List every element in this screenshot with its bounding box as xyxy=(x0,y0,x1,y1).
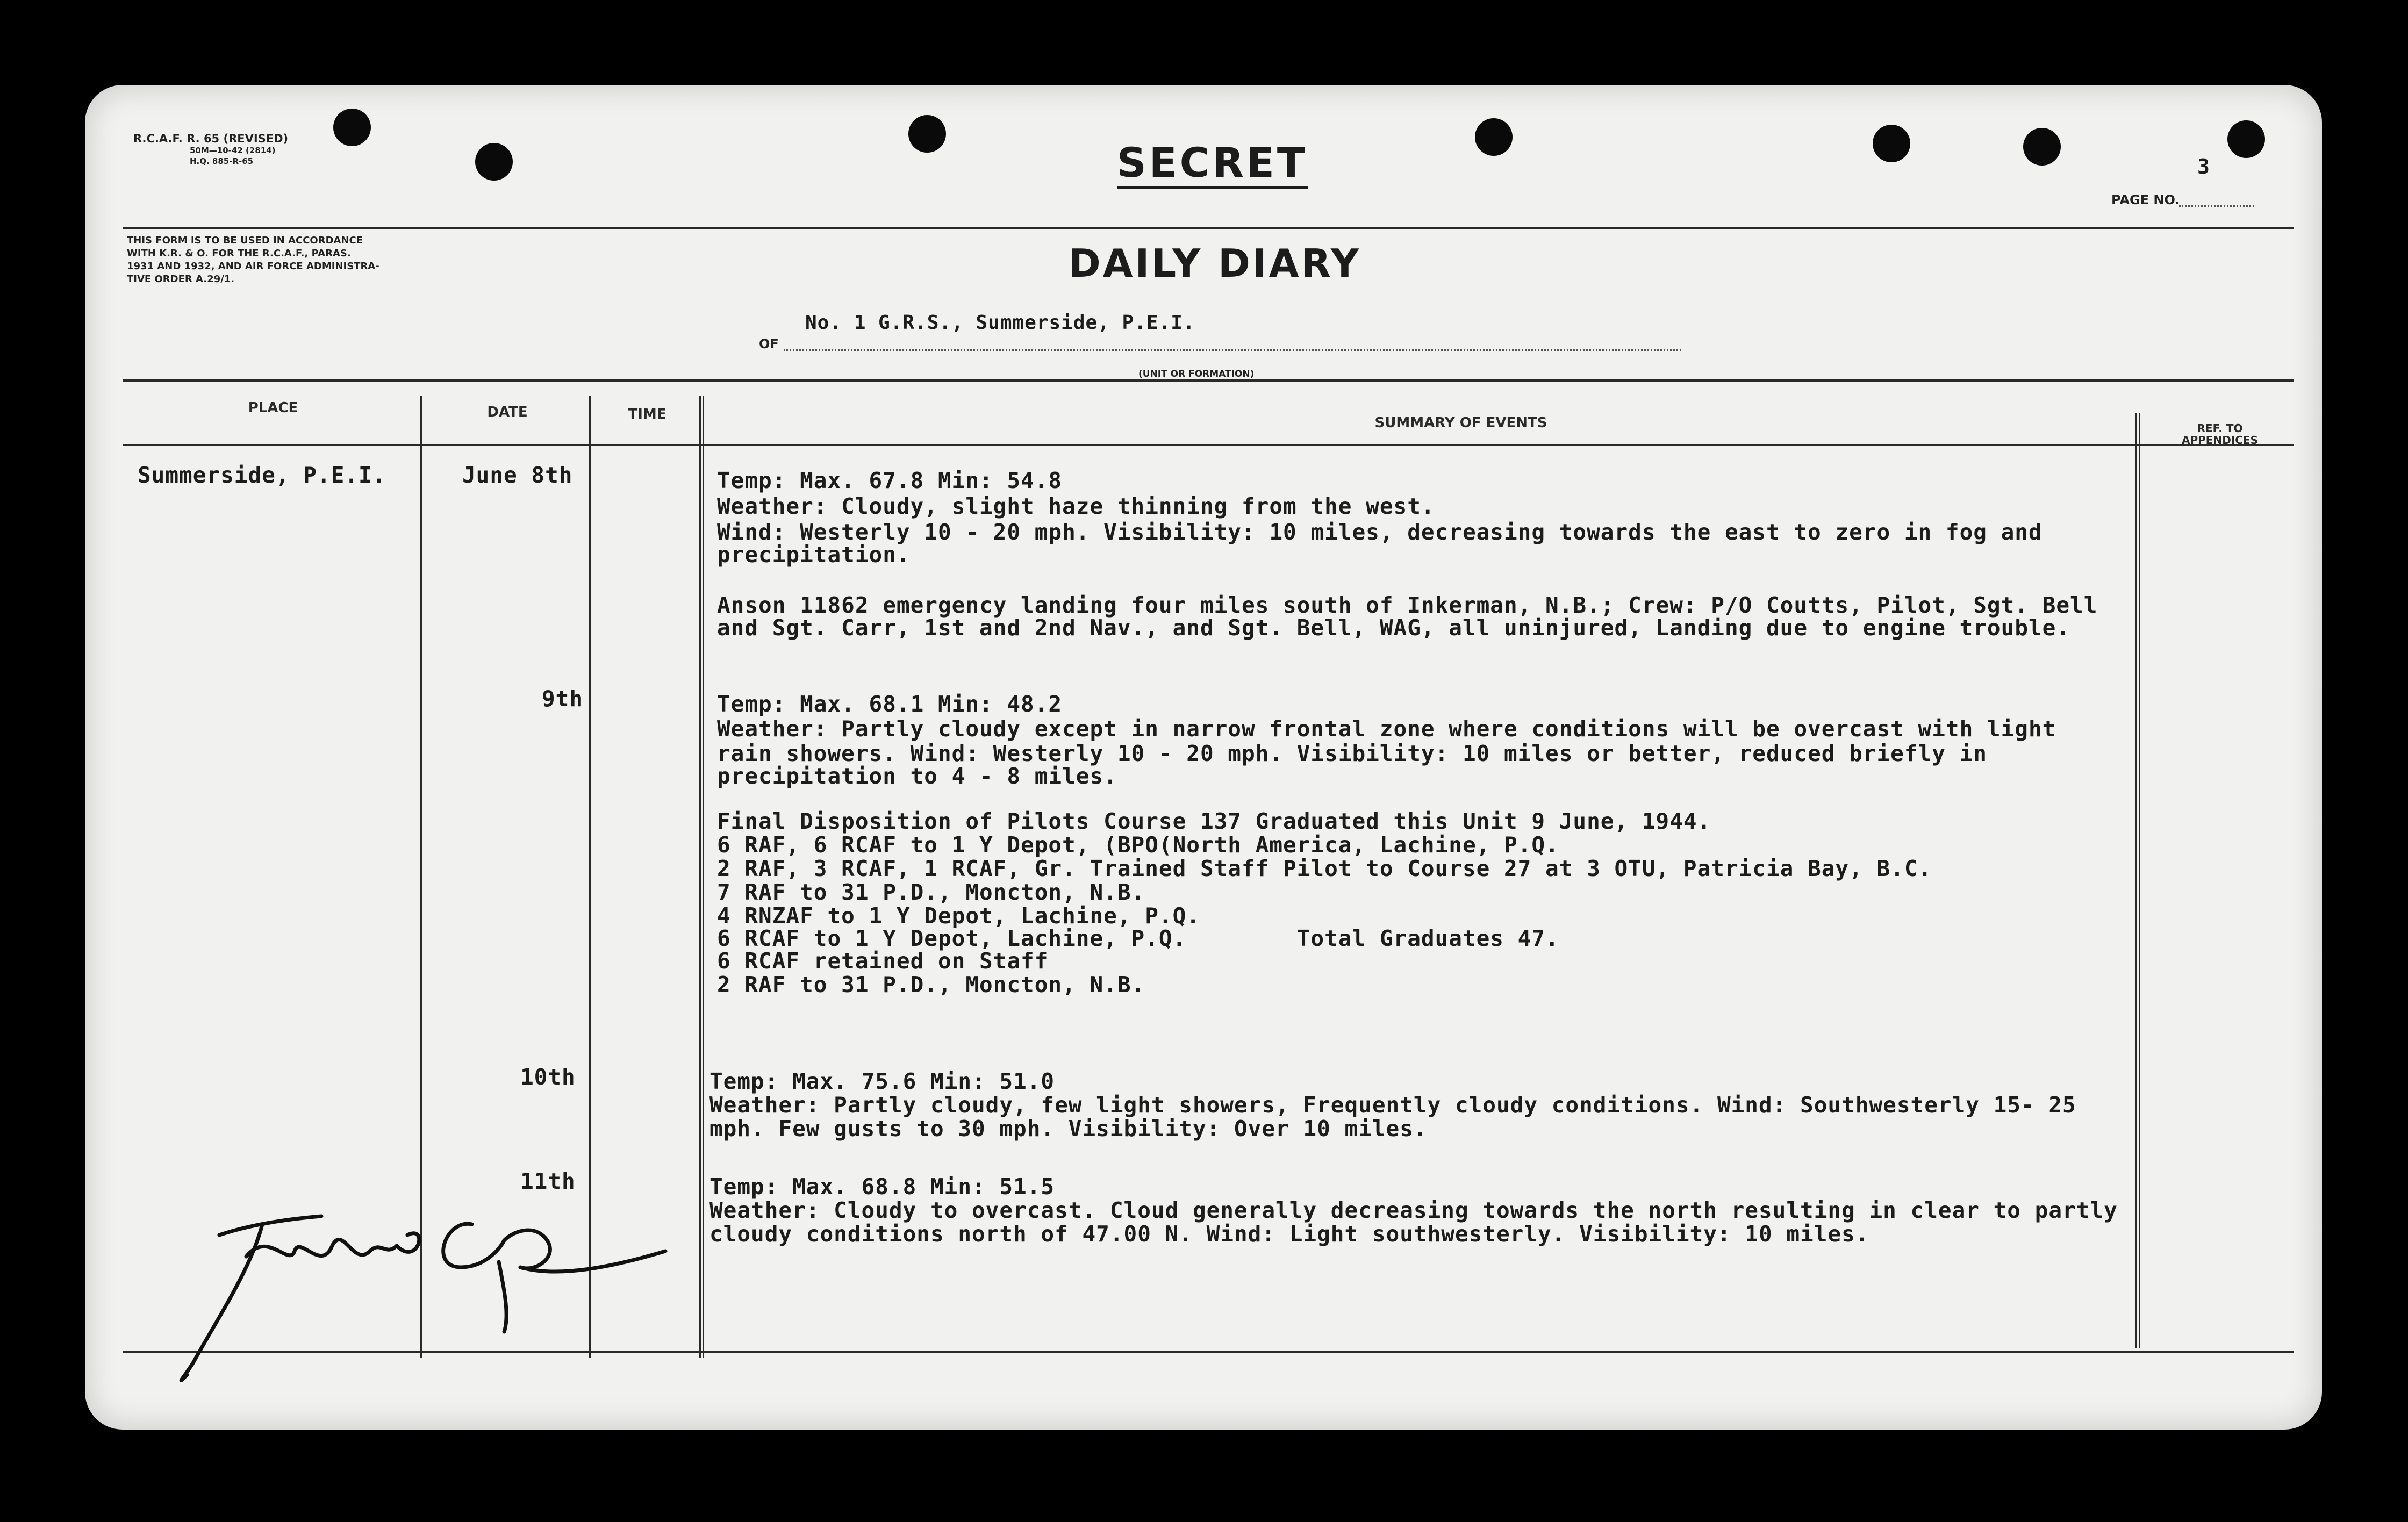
summary-line: Wind: Westerly 10 - 20 mph. Visibility: 10 miles, decreasing towards the east to zero in fog and xyxy=(717,519,2042,545)
summary-line: Weather: Cloudy, slight haze thinning from the west. xyxy=(717,493,1435,519)
summary-line: Temp: Max. 75.6 Min: 51.0 xyxy=(710,1068,1055,1094)
column-header-place: PLACE xyxy=(248,400,298,416)
column-header-ref xyxy=(2139,422,2300,446)
diary-form xyxy=(85,85,2322,1430)
classification-stamp: SECRET xyxy=(1117,140,1308,189)
punch-hole xyxy=(1475,118,1513,156)
ref-header-line: REF. TO xyxy=(2197,422,2243,435)
form-id-line: 50M—10-42 (2814) xyxy=(190,146,276,155)
page-number-rule xyxy=(2179,205,2254,207)
summary-line: 4 RNZAF to 1 Y Depot, Lachine, P.Q. xyxy=(717,903,1200,929)
summary-line: precipitation to 4 - 8 miles. xyxy=(717,763,1117,789)
date-cell: 11th xyxy=(520,1168,576,1194)
summary-line: 2 RAF, 3 RCAF, 1 RCAF, Gr. Trained Staff Pilot to Course 27 at 3 OTU, Patricia Bay, B.C. xyxy=(717,856,1932,881)
summary-line: 2 RAF to 31 P.D., Moncton, N.B. xyxy=(717,972,1145,997)
summary-line: Weather: Partly cloudy, few light showers, Frequently cloudy conditions. Wind: Southwesterly 15- 25 xyxy=(710,1092,2076,1118)
summary-line: Weather: Cloudy to overcast. Cloud generally decreasing towards the north resulting in clear to partly xyxy=(710,1197,2118,1223)
punch-hole xyxy=(1873,125,1910,162)
punch-hole xyxy=(2227,120,2265,158)
form-id-line: H.Q. 885-R-65 xyxy=(190,156,254,166)
date-cell: 9th xyxy=(542,686,584,712)
column-header-time: TIME xyxy=(628,406,666,422)
header-rule xyxy=(123,227,2294,229)
summary-line: Temp: Max. 67.8 Min: 54.8 xyxy=(717,468,1063,493)
summary-line: Temp: Max. 68.8 Min: 51.5 xyxy=(710,1174,1055,1200)
ref-header-line: APPENDICES xyxy=(2182,434,2258,447)
summary-line: 6 RAF, 6 RCAF to 1 Y Depot, (BPO(North America, Lachine, P.Q. xyxy=(717,832,1559,858)
summary-entry xyxy=(717,691,2125,1121)
date-cell: June 8th xyxy=(462,462,573,488)
column-header-summary: SUMMARY OF EVENTS xyxy=(1374,415,1547,431)
instruction-line: TIVE ORDER A.29/1. xyxy=(127,274,235,285)
summary-line: cloudy conditions north of 47.00 N. Wind: Light southwesterly. Visibility: 10 miles. xyxy=(710,1221,1869,1247)
page-number: 3 xyxy=(2197,155,2210,178)
summary-line: 6 RCAF retained on Staff xyxy=(717,948,1049,974)
table-top-rule xyxy=(123,379,2294,382)
handwritten-signature xyxy=(128,1192,719,1407)
summary-line: mph. Few gusts to 30 mph. Visibility: Over 10 miles. xyxy=(710,1116,1428,1142)
summary-line: precipitation. xyxy=(717,542,911,568)
punch-hole xyxy=(908,115,946,153)
instruction-line: 1931 AND 1932, AND AIR FORCE ADMINISTRA- xyxy=(127,261,379,272)
table-header-rule xyxy=(123,444,2294,446)
form-id-line: R.C.A.F. R. 65 (REVISED) xyxy=(133,132,289,145)
column-divider xyxy=(2135,413,2137,1348)
punch-hole xyxy=(2023,128,2061,166)
summary-line: Temp: Max. 68.1 Min: 48.2 xyxy=(717,691,1063,717)
form-id xyxy=(133,132,413,167)
place-cell: Summerside, P.E.I. xyxy=(138,462,386,488)
summary-entry xyxy=(710,1174,2128,1260)
form-title: DAILY DIARY xyxy=(1069,241,1361,286)
summary-line: Weather: Partly cloudy except in narrow frontal zone where conditions will be overcast with light xyxy=(717,716,2056,742)
of-label: OF xyxy=(759,336,779,351)
unit-rule xyxy=(784,349,1681,351)
unit-name: No. 1 G.R.S., Summerside, P.E.I. xyxy=(805,312,1195,334)
summary-line: 6 RCAF to 1 Y Depot, Lachine, P.Q. Total Graduates 47. xyxy=(717,925,1559,951)
date-cell: 10th xyxy=(520,1064,576,1090)
column-header-date: DATE xyxy=(487,404,528,420)
page-label: PAGE NO. xyxy=(2111,192,2180,207)
form-instructions xyxy=(127,234,535,286)
column-divider xyxy=(2139,413,2140,1348)
summary-line: 7 RAF to 31 P.D., Moncton, N.B. xyxy=(717,879,1145,905)
summary-line: Final Disposition of Pilots Course 137 Graduated this Unit 9 June, 1944. xyxy=(717,808,1711,834)
summary-line: Anson 11862 emergency landing four miles south of Inkerman, N.B.; Crew: P/O Coutts, Pilot, Sgt. Bell xyxy=(717,592,2098,618)
summary-line: rain showers. Wind: Westerly 10 - 20 mph. Visibility: 10 miles or better, reduced briefly in xyxy=(717,741,1987,766)
instruction-line: THIS FORM IS TO BE USED IN ACCORDANCE xyxy=(127,235,363,246)
summary-line: and Sgt. Carr, 1st and 2nd Nav., and Sgt. Bell, WAG, all uninjured, Landing due to engine trouble. xyxy=(717,615,2070,641)
instruction-line: WITH K.R. & O. FOR THE R.C.A.F., PARAS. xyxy=(127,248,351,259)
summary-entry xyxy=(710,1068,2128,1154)
unit-caption: (UNIT OR FORMATION) xyxy=(1138,369,1255,379)
punch-hole xyxy=(475,143,513,181)
